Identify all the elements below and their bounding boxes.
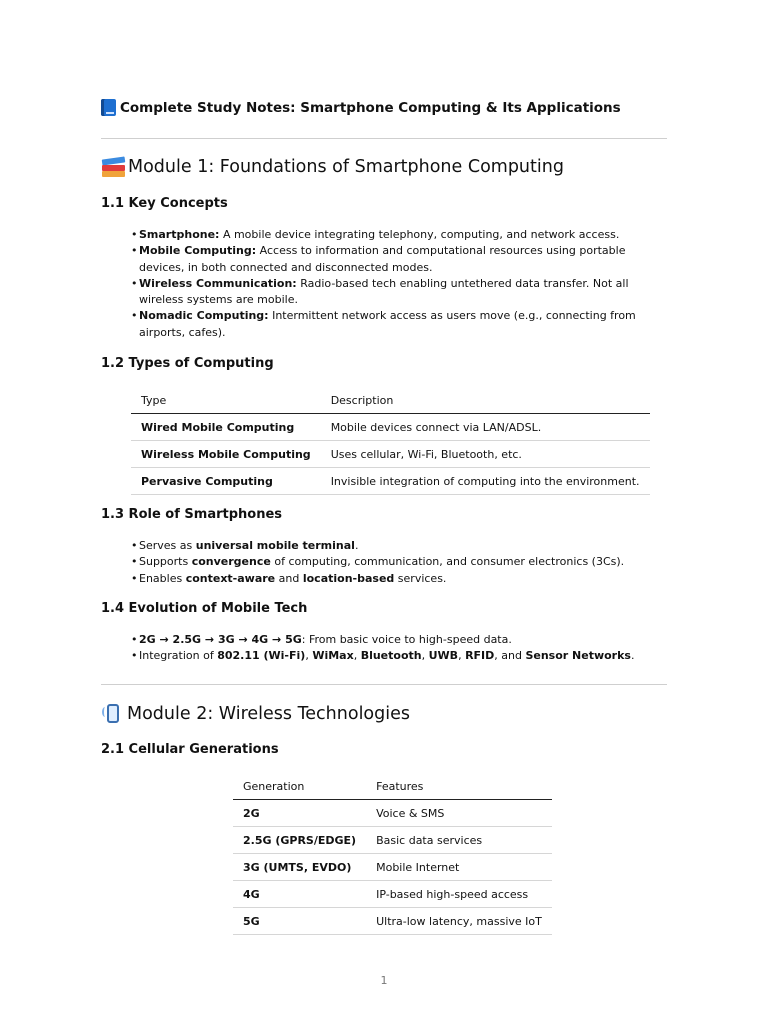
table-cell: Invisible integration of computing into the environment. — [321, 468, 650, 495]
list-item: • Enables context-aware and location-based services. — [131, 571, 667, 587]
table-header-row — [233, 773, 552, 800]
table-header-row — [131, 387, 650, 414]
table-cell: Mobile Internet — [366, 854, 552, 881]
table-cell: Mobile devices connect via LAN/ADSL. — [321, 414, 650, 441]
module-1-heading-text: Module 1: Foundations of Smartphone Computing — [128, 157, 564, 177]
list-item: • Mobile Computing: Access to information and computational resources using portable devices, in both connected and disconnected modes. — [131, 243, 667, 276]
list-item: • Supports convergence of computing, communication, and consumer electronics (3Cs). — [131, 554, 667, 570]
table-row — [131, 441, 650, 468]
table-cell: Basic data services — [366, 827, 552, 854]
types-of-computing-table — [131, 387, 650, 495]
list-item: • Wireless Communication: Radio-based tech enabling untethered data transfer. Not all wireless systems are mobile. — [131, 276, 667, 309]
table-row — [233, 854, 552, 881]
blue-book-icon — [101, 99, 116, 116]
table-cell: IP-based high-speed access — [366, 881, 552, 908]
table-cell: 5G — [233, 908, 366, 935]
table-row — [233, 881, 552, 908]
table-row — [233, 908, 552, 935]
divider — [101, 684, 667, 685]
table-cell: Ultra-low latency, massive IoT — [366, 908, 552, 935]
books-icon — [101, 156, 127, 178]
section-1-4-heading: 1.4 Evolution of Mobile Tech — [101, 601, 308, 616]
mobile-signal-icon — [101, 702, 125, 726]
section-1-1-heading: 1.1 Key Concepts — [101, 196, 228, 211]
table-cell: 2.5G (GPRS/EDGE) — [233, 827, 366, 854]
table-cell: Wireless Mobile Computing — [131, 441, 321, 468]
list-item: • Nomadic Computing: Intermittent network access as users move (e.g., connecting from airports, cafes). — [131, 308, 667, 341]
table-row — [131, 414, 650, 441]
column-header-generation: Generation — [233, 773, 366, 800]
module-2-heading-text: Module 2: Wireless Technologies — [127, 704, 410, 724]
divider — [101, 138, 667, 139]
table-cell: Wired Mobile Computing — [131, 414, 321, 441]
table-cell: 4G — [233, 881, 366, 908]
table-cell: Pervasive Computing — [131, 468, 321, 495]
table-cell: 2G — [233, 800, 366, 827]
column-header-description: Description — [321, 387, 650, 414]
document-title — [101, 99, 621, 116]
key-concepts-list — [131, 227, 667, 341]
list-item: • 2G → 2.5G → 3G → 4G → 5G: From basic voice to high-speed data. — [131, 632, 667, 648]
table-row — [131, 468, 650, 495]
table-cell: 3G (UMTS, EVDO) — [233, 854, 366, 881]
document-title-text: Complete Study Notes: Smartphone Computing & Its Applications — [120, 99, 621, 116]
table-cell: Voice & SMS — [366, 800, 552, 827]
page-number: 1 — [380, 974, 388, 987]
section-1-3-heading: 1.3 Role of Smartphones — [101, 507, 283, 522]
role-of-smartphones-list — [131, 538, 667, 587]
table-row — [233, 800, 552, 827]
section-2-1-heading: 2.1 Cellular Generations — [101, 742, 279, 757]
list-item: • Integration of 802.11 (Wi-Fi), WiMax, Bluetooth, UWB, RFID, and Sensor Networks. — [131, 648, 667, 664]
column-header-features: Features — [366, 773, 552, 800]
cellular-generations-table — [233, 773, 552, 935]
table-cell: Uses cellular, Wi-Fi, Bluetooth, etc. — [321, 441, 650, 468]
table-row — [233, 827, 552, 854]
column-header-type: Type — [131, 387, 321, 414]
module-2-heading — [101, 702, 410, 726]
section-1-2-heading: 1.2 Types of Computing — [101, 356, 274, 371]
module-1-heading — [101, 156, 564, 178]
list-item: • Serves as universal mobile terminal. — [131, 538, 667, 554]
evolution-list — [131, 632, 667, 665]
list-item: • Smartphone: A mobile device integrating telephony, computing, and network access. — [131, 227, 667, 243]
